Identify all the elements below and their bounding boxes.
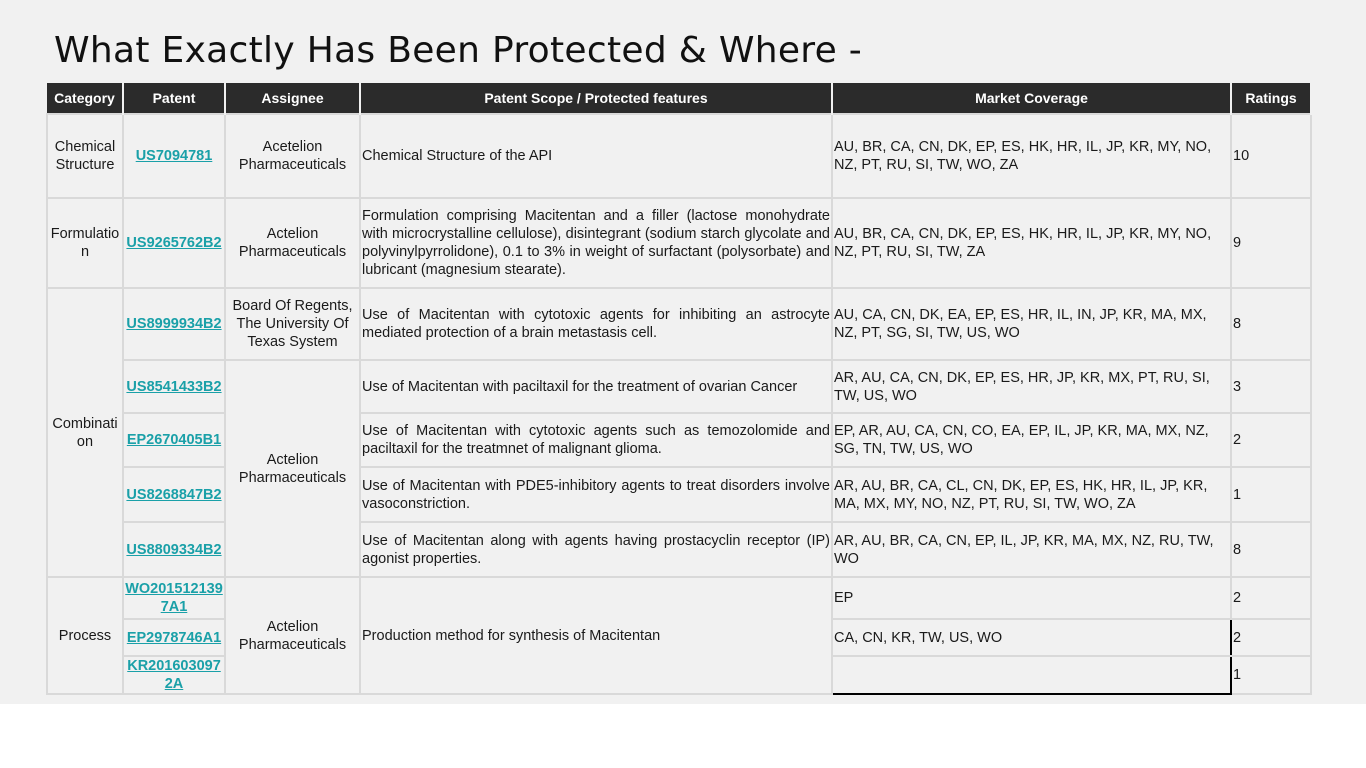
patent-link[interactable]: US8541433B2 [126,378,222,395]
patent-table [46,83,1312,695]
scope-cell: Use of Macitentan with PDE5-inhibitory agents to treat disorders involve vasoconstriction. [360,467,832,522]
market-cell: AR, AU, BR, CA, CL, CN, DK, EP, ES, HK, HR, IL, JP, KR, MA, MX, MY, NO, NZ, PT, RU, SI, TW, WO, ZA [832,467,1231,522]
patent-link[interactable]: EP2978746A1 [126,629,222,646]
scope-cell: Formulation comprising Macitentan and a filler (lactose monohydrate with microcrystalline cellulose), disintegrant (sodium starch glycolate and polyvinylpyrrolidone), 0.1 to 3% in weight of surfactant (polysorbate) and lubricant (magnesium stearate). [360,198,832,288]
market-cell: AR, AU, CA, CN, DK, EP, ES, HR, JP, KR, MX, PT, RU, SI, TW, US, WO [832,360,1231,413]
table-row [47,198,1311,288]
patent-cell [123,413,225,467]
table-row [47,577,1311,619]
page-title: What Exactly Has Been Protected & Where - [54,30,863,71]
patent-cell [123,198,225,288]
market-cell: AU, BR, CA, CN, DK, EP, ES, HK, HR, IL, JP, KR, MY, NO, NZ, PT, RU, SI, TW, ZA [832,198,1231,288]
patent-link[interactable]: WO2015121397A1 [125,581,223,615]
header-ratings: Ratings [1231,83,1311,114]
market-cell [832,656,1231,694]
patent-cell [123,467,225,522]
assignee-cell: Actelion Pharmaceuticals [225,198,360,288]
assignee-cell: Actelion Pharmaceuticals [225,577,360,694]
patent-cell [123,360,225,413]
patent-cell [123,619,225,656]
patent-link[interactable]: US7094781 [135,148,213,164]
header-patent: Patent [123,83,225,114]
header-market: Market Coverage [832,83,1231,114]
patent-link[interactable]: US8999934B2 [126,316,222,332]
rating-cell: 10 [1231,114,1311,198]
category-cell: Chemical Structure [47,114,123,198]
patent-cell [123,288,225,360]
header-category: Category [47,83,123,114]
assignee-cell: Acetelion Pharmaceuticals [225,114,360,198]
rating-cell: 2 [1231,413,1311,467]
scope-cell: Chemical Structure of the API [360,114,832,198]
scope-cell: Production method for synthesis of Macitentan [360,577,832,694]
scope-cell: Use of Macitentan with cytotoxic agents such as temozolomide and paciltaxil for the treatmnet of malignant glioma. [360,413,832,467]
table-header-row [47,83,1311,114]
assignee-cell: Board Of Regents, The University Of Texas System [225,288,360,360]
rating-cell: 1 [1231,467,1311,522]
rating-cell: 1 [1231,656,1311,694]
patent-link[interactable]: US8809334B2 [126,541,222,558]
rating-cell: 3 [1231,360,1311,413]
category-cell: Formulation [47,198,123,288]
market-cell: EP, AR, AU, CA, CN, CO, EA, EP, IL, JP, KR, MA, MX, NZ, SG, TN, TW, US, WO [832,413,1231,467]
scope-cell: Use of Macitentan along with agents having prostacyclin receptor (IP) agonist properties. [360,522,832,577]
patent-link[interactable]: US9265762B2 [126,235,222,251]
patent-link[interactable]: EP2670405B1 [126,432,222,448]
market-cell: AR, AU, BR, CA, CN, EP, IL, JP, KR, MA, MX, NZ, RU, TW, WO [832,522,1231,577]
rating-cell: 2 [1231,619,1311,656]
patent-link[interactable]: US8268847B2 [126,486,222,503]
patent-cell [123,656,225,694]
rating-cell: 8 [1231,288,1311,360]
scope-cell: Use of Macitentan with paciltaxil for the treatment of ovarian Cancer [360,360,832,413]
category-cell: Combination [47,288,123,577]
market-cell: AU, BR, CA, CN, DK, EP, ES, HK, HR, IL, JP, KR, MY, NO, NZ, PT, RU, SI, TW, WO, ZA [832,114,1231,198]
header-assignee: Assignee [225,83,360,114]
category-cell: Process [47,577,123,694]
market-cell: CA, CN, KR, TW, US, WO [832,619,1231,656]
table-row [47,360,1311,413]
scope-cell: Use of Macitentan with cytotoxic agents for inhibiting an astrocyte mediated protection of a brain metastasis cell. [360,288,832,360]
patent-cell [123,522,225,577]
rating-cell: 8 [1231,522,1311,577]
patent-link[interactable]: KR201603097 2A [127,658,221,692]
header-scope: Patent Scope / Protected features [360,83,832,114]
patent-cell [123,577,225,619]
assignee-cell: Actelion Pharmaceuticals [225,360,360,577]
table-row [47,114,1311,198]
market-cell: AU, CA, CN, DK, EA, EP, ES, HR, IL, IN, JP, KR, MA, MX, NZ, PT, SG, SI, TW, US, WO [832,288,1231,360]
rating-cell: 9 [1231,198,1311,288]
table-row [47,288,1311,360]
market-cell: EP [832,577,1231,619]
rating-cell: 2 [1231,577,1311,619]
patent-cell [123,114,225,198]
